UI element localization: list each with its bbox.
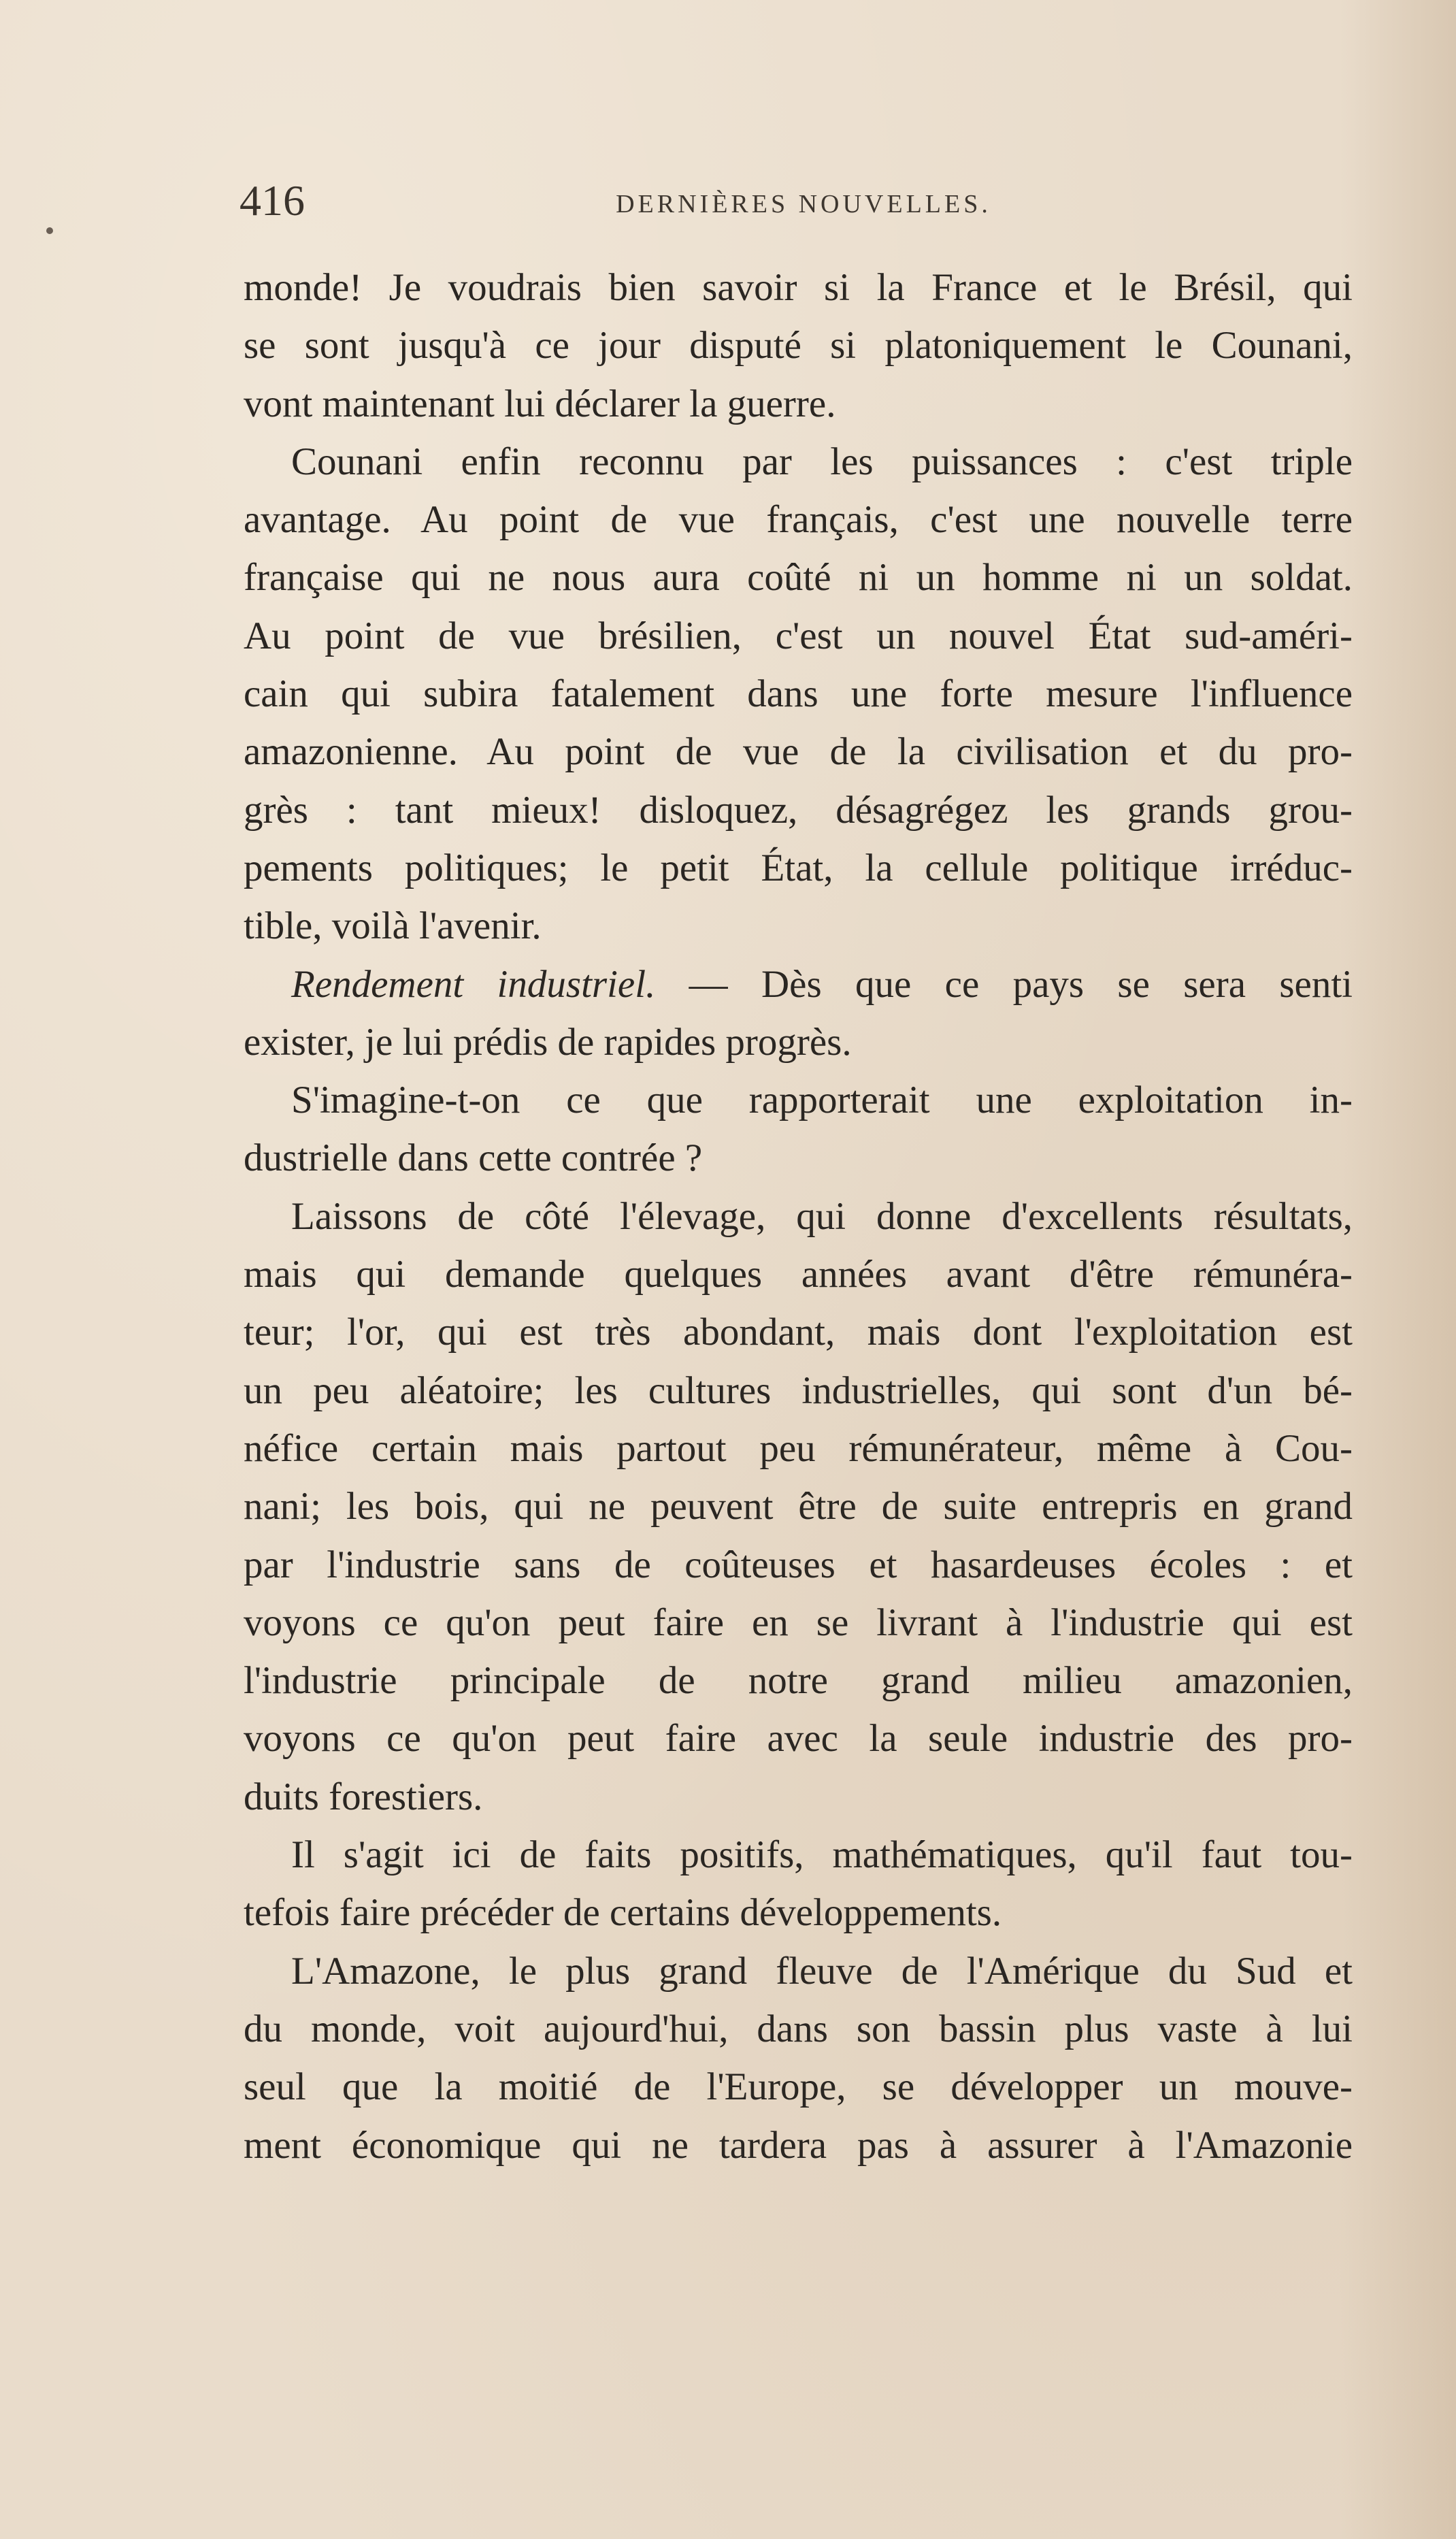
text-line: Laissons de côté l'élevage, qui donne d'excellents résultats, [291, 1194, 1353, 1238]
text-line: un peu aléatoire; les cultures industrielles, qui sont d'un bé- [244, 1369, 1353, 1412]
text-line-italic-lead [244, 955, 1353, 1013]
text-body [244, 259, 1353, 2174]
text-line: exister, je lui prédis de rapides progrès. [244, 1020, 852, 1064]
text-line: ment économique qui ne tardera pas à assurer à l'Amazonie [244, 2123, 1353, 2167]
text-line: tefois faire précéder de certains développements. [244, 1891, 1002, 1935]
text-line: française qui ne nous aura coûté ni un homme ni un soldat. [244, 556, 1353, 600]
text-line: l'industrie principale de notre grand milieu amazonien, [244, 1659, 1353, 1703]
text-line: tible, voilà l'avenir. [244, 904, 542, 948]
text-line: voyons ce qu'on peut faire avec la seule industrie des pro- [244, 1717, 1353, 1760]
text-line: dustrielle dans cette contrée ? [244, 1136, 703, 1180]
ink-speck [46, 227, 53, 234]
page-header [239, 174, 1354, 228]
text-line: nani; les bois, qui ne peuvent être de suite entrepris en grand [244, 1485, 1353, 1528]
text-line: duits forestiers. [244, 1775, 483, 1818]
text-line: seul que la moitié de l'Europe, se développer un mouve- [244, 2065, 1353, 2109]
text-line: monde! Je voudrais bien savoir si la France et le Brésil, qui [244, 266, 1353, 309]
text-line: S'imagine-t-on ce que rapporterait une exploitation in- [291, 1079, 1353, 1122]
italic-heading: Rendement industriel. [291, 962, 656, 1006]
text-fragment: — Dès que ce pays se sera senti [655, 962, 1353, 1006]
text-line: cain qui subira fatalement dans une forte mesure l'influence [244, 672, 1353, 716]
text-line: voyons ce qu'on peut faire en se livrant à l'industrie qui est [244, 1601, 1353, 1644]
text-line: amazonienne. Au point de vue de la civilisation et du pro- [244, 730, 1353, 774]
text-line: L'Amazone, le plus grand fleuve de l'Amérique du Sud et [291, 1949, 1353, 1993]
text-line: Il s'agit ici de faits positifs, mathématiques, qu'il faut tou- [291, 1833, 1353, 1877]
text-line: vont maintenant lui déclarer la guerre. [244, 382, 836, 425]
text-line: par l'industrie sans de coûteuses et hasardeuses écoles : et [244, 1543, 1353, 1586]
text-line: grès : tant mieux! disloquez, désagrégez les grands grou- [244, 788, 1353, 832]
text-line: se sont jusqu'à ce jour disputé si platoniquement le Counani, [244, 324, 1353, 367]
text-line: mais qui demande quelques années avant d'être rémunéra- [244, 1253, 1353, 1296]
text-line: néfice certain mais partout peu rémunérateur, même à Cou- [244, 1426, 1353, 1470]
text-line: teur; l'or, qui est très abondant, mais dont l'exploitation est [244, 1311, 1353, 1354]
text-line: avantage. Au point de vue français, c'est une nouvelle terre [244, 498, 1353, 542]
text-line: pements politiques; le petit État, la cellule politique irréduc- [244, 846, 1353, 889]
running-title: DERNIÈRES NOUVELLES. [616, 190, 991, 218]
text-line: du monde, voit aujourd'hui, dans son bassin plus vaste à lui [244, 2007, 1353, 2050]
text-line: Au point de vue brésilien, c'est un nouvel État sud-améri- [244, 614, 1353, 657]
text-line: Counani enfin reconnu par les puissances : c'est triple [291, 440, 1353, 483]
page-number: 416 [239, 176, 305, 225]
